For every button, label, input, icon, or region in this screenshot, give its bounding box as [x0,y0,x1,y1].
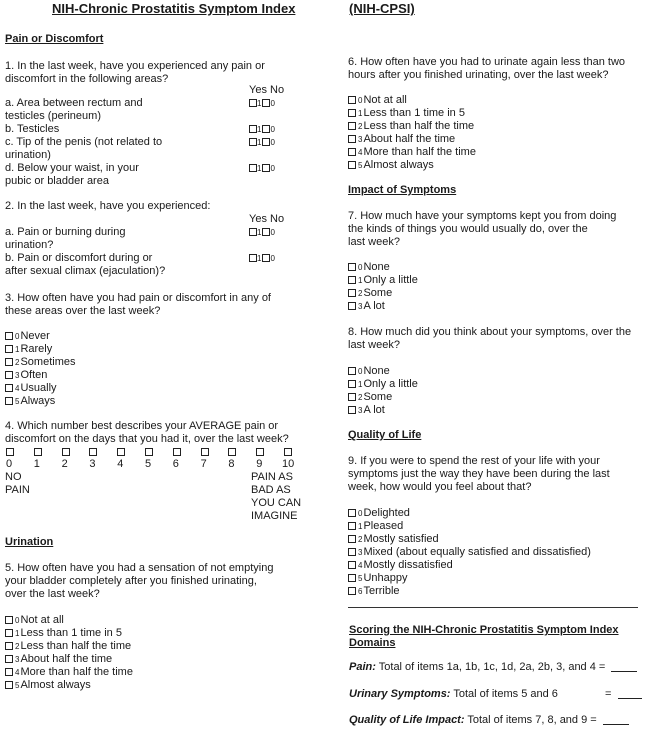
q4-scale-checkbox[interactable] [284,448,292,456]
checkbox-icon[interactable] [348,393,356,401]
q2-yes-no-header: Yes No [249,213,285,225]
checkbox-icon[interactable] [348,367,356,375]
scoring-urinary-label: Urinary Symptoms: [349,688,451,700]
option-label: Only a little [363,378,418,390]
option-number: 0 [358,263,363,272]
option-item[interactable] [5,369,47,382]
q9-text-line3: week, how would you feel about that? [348,481,532,493]
q4-no-pain-line1: NO [5,471,22,483]
q3-text-line1: 3. How often have you had pain or discomfort in any of [5,292,271,304]
checkbox-icon[interactable] [5,397,13,405]
q4-worst-line2: BAD AS [251,484,291,496]
q4-scale-number: 6 [172,458,179,470]
option-number: 6 [358,587,363,596]
option-item[interactable] [348,159,434,172]
checkbox-icon[interactable] [348,574,356,582]
option-item[interactable] [5,356,75,369]
option-item[interactable] [348,365,390,378]
scoring-urinary-text: Total of items 5 and 6 [453,688,558,700]
checkbox-icon[interactable] [348,548,356,556]
option-number: 3 [358,135,363,144]
option-number: 5 [15,681,20,690]
q2a-label-line2: urination? [5,239,54,251]
scoring-pain-blank[interactable] [611,661,637,672]
q4-scale-checkbox[interactable] [228,448,236,456]
option-item[interactable] [5,614,64,627]
checkbox-icon[interactable] [348,561,356,569]
q1d-label-line1: d. Below your waist, in your [5,162,139,174]
q1b-checkboxes[interactable]: 1 0 [249,123,276,136]
q2a-checkboxes[interactable]: 1 0 [249,226,276,239]
q1-text-line2: discomfort in the following areas? [5,73,169,85]
option-label: Always [20,395,56,407]
scoring-pain-text: Total of items 1a, 1b, 1c, 1d, 2a, 2b, 3, and 4 = [378,661,606,673]
q4-text-line2: discomfort on the days that you had it, over the last week? [5,433,289,445]
option-label: A lot [363,300,385,312]
q4-scale-checkbox[interactable] [145,448,153,456]
option-item[interactable] [5,627,122,640]
option-label: Not at all [20,614,64,626]
option-label: More than half the time [363,146,476,158]
q4-no-pain-line2: PAIN [5,484,30,496]
q4-scale-number: 10 [282,458,295,470]
q2b-checkboxes[interactable]: 1 0 [249,252,276,265]
q4-scale-number: 7 [200,458,207,470]
scoring-urinary-blank-row [605,688,642,701]
checkbox-icon[interactable] [5,668,13,676]
checkbox-icon[interactable] [5,384,13,392]
checkbox-icon[interactable] [348,109,356,117]
option-number: 3 [358,406,363,415]
option-item[interactable] [5,666,133,679]
option-item[interactable] [5,343,52,356]
option-number: 0 [15,616,20,625]
option-item[interactable] [348,520,403,533]
option-item[interactable] [348,274,418,287]
q4-scale [3,446,303,472]
checkbox-icon[interactable] [348,148,356,156]
option-number: 1 [15,345,20,354]
option-number: 0 [358,509,363,518]
page-title-abbreviation: (NIH-CPSI) [349,1,415,16]
option-item[interactable] [348,120,474,133]
option-item[interactable] [348,572,408,585]
option-item[interactable] [348,133,455,146]
q2b-label-line1: b. Pain or discomfort during or [5,252,153,264]
option-label: Less than 1 time in 5 [20,627,122,639]
option-label: Not at all [363,94,407,106]
q1d-checkboxes[interactable]: 1 0 [249,162,276,175]
option-number: 5 [358,161,363,170]
checkbox-icon[interactable] [5,358,13,366]
option-number: 2 [15,358,20,367]
option-number: 4 [358,561,363,570]
q4-scale-number: 8 [228,458,235,470]
q1a-checkboxes[interactable]: 1 0 [249,97,276,110]
q9-text-line2: symptoms just the way they have been during the last [348,468,610,480]
q4-scale-number: 4 [117,458,124,470]
q5-text-line2: your bladder completely after you finished urinating, [5,575,257,587]
q4-scale-number: 3 [89,458,96,470]
q4-scale-checkbox[interactable] [117,448,125,456]
checkbox-icon[interactable] [348,535,356,543]
option-item[interactable] [5,395,55,408]
q6-text-line2: hours after you finished urinating, over the last week? [348,69,609,81]
checkbox-icon[interactable] [348,263,356,271]
q7-text-line1: 7. How much have your symptoms kept you from doing [348,210,617,222]
q1c-label-line1: c. Tip of the penis (not related to [5,136,163,148]
scoring-heading: Scoring the NIH-Chronic Prostatitis Symptom Index [349,624,619,636]
checkbox-icon[interactable] [348,380,356,388]
option-label: A lot [363,404,385,416]
q1c-checkboxes[interactable]: 1 0 [249,136,276,149]
q4-scale-number: 9 [256,458,263,470]
option-number: 1 [358,276,363,285]
option-number: 4 [358,148,363,157]
checkbox-icon[interactable] [5,332,13,340]
scoring-pain-row [349,661,637,674]
option-label: Pleased [363,520,404,532]
option-item[interactable] [348,404,385,417]
option-label: Mostly dissatisfied [363,559,453,571]
option-number: 2 [358,393,363,402]
q4-scale-number: 2 [61,458,68,470]
q4-scale-checkbox[interactable] [173,448,181,456]
option-item[interactable] [348,107,465,120]
divider-line [348,607,638,608]
q8-text-line1: 8. How much did you think about your symptoms, over the [348,326,632,338]
option-label: Some [363,391,393,403]
checkbox-icon[interactable] [5,655,13,663]
q4-scale-checkbox[interactable] [62,448,70,456]
q4-scale-number: 5 [145,458,152,470]
checkbox-icon[interactable] [348,522,356,530]
option-label: Never [20,330,50,342]
q1-yes-no-header: Yes No [249,84,285,96]
page-title: NIH-Chronic Prostatitis Symptom Index [52,1,296,16]
option-label: Usually [20,382,57,394]
q4-scale-checkbox[interactable] [34,448,42,456]
option-number: 2 [15,642,20,651]
q2b-label-line2: after sexual climax (ejaculation)? [5,265,166,277]
option-label: Only a little [363,274,418,286]
checkbox-icon[interactable] [5,629,13,637]
q4-worst-line1: PAIN AS [251,471,293,483]
scoring-heading-domains: Domains [349,637,396,649]
option-number: 1 [15,629,20,638]
q1a-label-line1: a. Area between rectum and [5,97,143,109]
option-item[interactable] [348,559,453,572]
option-label: Delighted [363,507,410,519]
checkbox-icon[interactable] [348,135,356,143]
checkbox-icon[interactable] [348,276,356,284]
option-label: Almost always [20,679,91,691]
option-number: 4 [15,668,20,677]
option-item[interactable] [348,585,400,598]
option-label: About half the time [363,133,456,145]
checkbox-icon[interactable] [348,587,356,595]
q9-text-line1: 9. If you were to spend the rest of your life with your [348,455,600,467]
checkbox-icon[interactable] [348,302,356,310]
q3-text-line2: these areas over the last week? [5,305,161,317]
option-label: Rarely [20,343,53,355]
option-item[interactable] [348,546,591,559]
option-label: Less than 1 time in 5 [363,107,465,119]
checkbox-icon[interactable] [348,289,356,297]
q8-text-line2: last week? [348,339,400,351]
option-label: None [363,261,390,273]
option-number: 2 [358,535,363,544]
checkbox-icon[interactable] [5,642,13,650]
q4-text-line1: 4. Which number best describes your AVERAGE pain or [5,420,279,432]
section-impact-heading: Impact of Symptoms [348,184,457,196]
option-label: Almost always [363,159,434,171]
q4-worst-line3: YOU CAN [251,497,302,509]
option-item[interactable] [348,287,392,300]
option-number: 4 [15,384,20,393]
option-label: Mixed (about equally satisfied and dissatisfied) [363,546,591,558]
checkbox-icon[interactable] [5,616,13,624]
q7-text-line2: the kinds of things you would usually do, over the [348,223,588,235]
q1c-label-line2: urination) [5,149,51,161]
option-item[interactable] [348,378,418,391]
option-number: 3 [358,302,363,311]
checkbox-icon[interactable] [348,122,356,130]
option-label: None [363,365,390,377]
q4-scale-checkbox[interactable] [201,448,209,456]
option-item[interactable] [348,261,390,274]
option-label: Often [20,369,48,381]
option-label: Less than half the time [363,120,475,132]
q1-text-line1: 1. In the last week, have you experienced any pain or [5,60,265,72]
checkbox-icon[interactable] [5,681,13,689]
q4-scale-number: 1 [33,458,40,470]
q6-text-line1: 6. How often have you had to urinate again less than two [348,56,626,68]
option-number: 2 [358,122,363,131]
checkbox-icon[interactable] [348,509,356,517]
section-urination-heading: Urination [5,536,54,548]
q4-worst-line4: IMAGINE [251,510,298,522]
option-number: 1 [358,522,363,531]
option-item[interactable] [348,533,439,546]
option-item[interactable] [5,330,50,343]
q2a-label-line1: a. Pain or burning during [5,226,126,238]
option-item[interactable] [348,391,392,404]
option-item[interactable] [5,382,57,395]
section-pain-heading: Pain or Discomfort [5,33,104,45]
option-label: Unhappy [363,572,408,584]
scoring-qol-blank[interactable] [603,714,629,725]
q7-text-line3: last week? [348,236,400,248]
option-number: 2 [358,289,363,298]
q4-scale-checkbox[interactable] [6,448,14,456]
q1a-label-line2: testicles (perineum) [5,110,101,122]
option-number: 0 [358,367,363,376]
option-number: 3 [358,548,363,557]
scoring-qol-row [349,714,629,727]
option-item[interactable] [348,94,407,107]
option-number: 0 [358,96,363,105]
option-label: More than half the time [20,666,133,678]
scoring-qol-label: Quality of Life Impact: [349,714,465,726]
section-qol-heading: Quality of Life [348,429,422,441]
scoring-qol-text: Total of items 7, 8, and 9 = [467,714,597,726]
checkbox-icon[interactable] [5,371,13,379]
q5-text-line3: over the last week? [5,588,100,600]
q1b-label: b. Testicles [5,123,60,135]
checkbox-icon[interactable] [348,161,356,169]
option-number: 3 [15,655,20,664]
option-label: Less than half the time [20,640,132,652]
option-item[interactable] [5,653,112,666]
option-label: Mostly satisfied [363,533,439,545]
q4-scale-number: 0 [6,458,13,470]
q1d-label-line2: pubic or bladder area [5,175,109,187]
option-item[interactable] [5,679,91,692]
option-item[interactable] [5,640,131,653]
option-item[interactable] [348,146,476,159]
scoring-pain-label: Pain: [349,661,376,673]
option-label: Terrible [363,585,400,597]
checkbox-icon[interactable] [5,345,13,353]
checkbox-icon[interactable] [348,96,356,104]
checkbox-icon[interactable] [348,406,356,414]
q4-scale-checkbox[interactable] [256,448,264,456]
option-number: 3 [15,371,20,380]
scoring-urinary-equals: = [605,688,612,700]
option-label: Sometimes [20,356,76,368]
scoring-urinary-blank[interactable] [618,688,642,699]
option-item[interactable] [348,300,385,313]
q2-text: 2. In the last week, have you experienced: [5,200,211,212]
option-number: 0 [15,332,20,341]
option-label: About half the time [20,653,113,665]
option-number: 1 [358,380,363,389]
q5-text-line1: 5. How often have you had a sensation of not emptying [5,562,274,574]
option-item[interactable] [348,507,410,520]
option-number: 5 [358,574,363,583]
scoring-urinary-row [349,688,558,701]
option-label: Some [363,287,393,299]
option-number: 1 [358,109,363,118]
q4-scale-checkbox[interactable] [89,448,97,456]
option-number: 5 [15,397,20,406]
